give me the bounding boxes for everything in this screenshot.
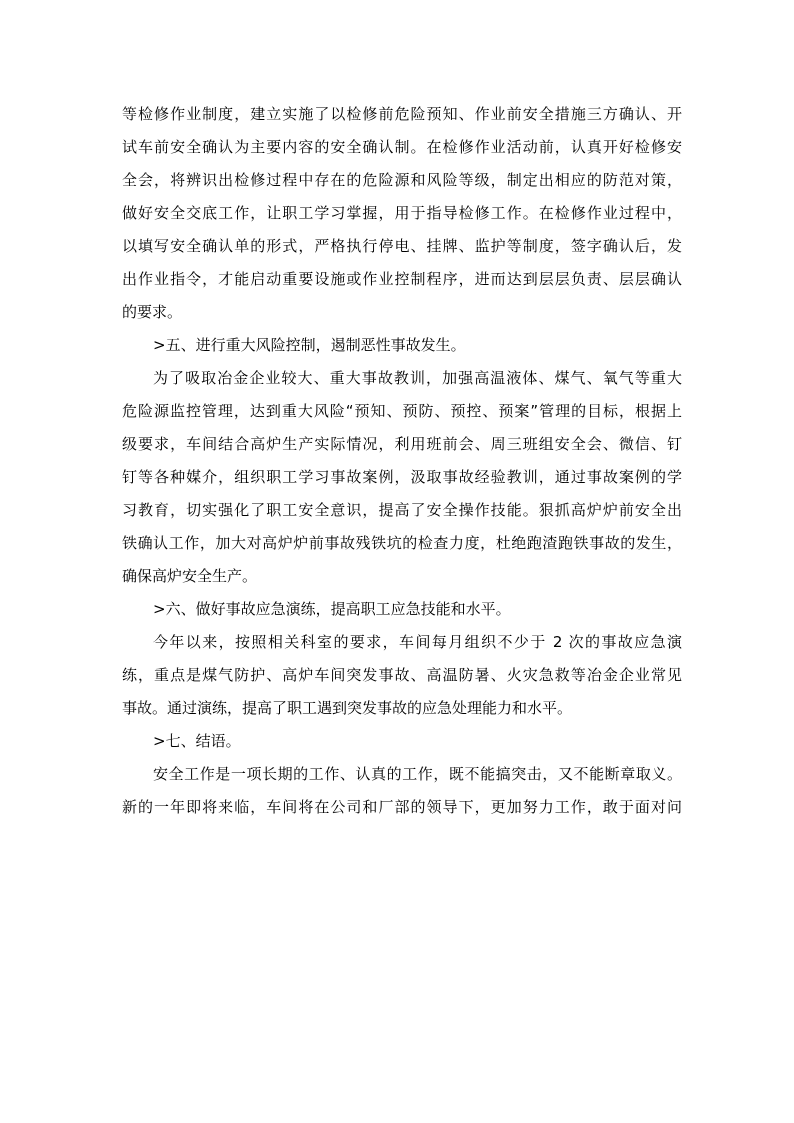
- paragraph-conclusion: [122, 758, 682, 824]
- paragraph-line: 等检修作业制度，建立实施了以检修前危险预知、作业前安全措施三方确认、开: [122, 105, 682, 123]
- paragraph-line: 出作业指令，才能启动重要设施或作业控制程序，进而达到层层负责、层层确认: [122, 270, 682, 288]
- paragraph-line: 以填写安全确认单的形式，严格执行停电、挂牌、监护等制度，签字确认后，发: [122, 237, 682, 255]
- paragraph-line: 为了吸取冶金企业较大、重大事故教训，加强高温液体、煤气、氧气等重大: [153, 369, 682, 387]
- paragraph-line: 的要求。: [122, 303, 183, 321]
- paragraph-line: 全会，将辨识出检修过程中存在的危险源和风险等级，制定出相应的防范对策，: [122, 171, 682, 189]
- paragraph-line: 新的一年即将来临，车间将在公司和厂部的领导下，更加努力工作，敢于面对问: [122, 798, 682, 816]
- paragraph-major-risk-control: [122, 362, 682, 593]
- paragraph-line: 今年以来，按照相关科室的要求，车间每月组织不少于 2 次的事故应急演: [153, 633, 682, 651]
- paragraph-line: 级要求，车间结合高炉生产实际情况，利用班前会、周三班组安全会、微信、钉: [122, 435, 682, 453]
- paragraph-line: 危险源监控管理，达到重大风险“预知、预防、预控、预案”管理的目标，根据上: [122, 402, 682, 420]
- paragraph-emergency-drill: [122, 626, 682, 725]
- paragraph-line: 练，重点是煤气防护、高炉车间突发事故、高温防暑、火灾急救等冶金企业常见: [122, 666, 682, 684]
- paragraph-line: 安全工作是一项长期的工作、认真的工作，既不能搞突击，又不能断章取义。: [153, 765, 682, 783]
- paragraph-line: 试车前安全确认为主要内容的安全确认制。在检修作业活动前，认真开好检修安: [122, 138, 682, 156]
- paragraph-safety-confirmation: [122, 98, 682, 329]
- section-heading-7: [122, 725, 682, 758]
- document-body: [122, 98, 682, 824]
- section-heading-text: >七、结语。: [153, 732, 241, 750]
- paragraph-line: 钉等各种媒介，组织职工学习事故案例，汲取事故经验教训，通过事故案例的学: [122, 468, 682, 486]
- paragraph-line: 事故。通过演练，提高了职工遇到突发事故的应急处理能力和水平。: [122, 699, 573, 717]
- section-heading-text: >五、进行重大风险控制，遏制恶性事故发生。: [153, 336, 466, 354]
- paragraph-line: 铁确认工作，加大对高炉炉前事故残铁坑的检查力度，杜绝跑渣跑铁事故的发生，: [122, 534, 682, 552]
- paragraph-line: 确保高炉安全生产。: [122, 567, 258, 585]
- paragraph-line: 习教育，切实强化了职工安全意识，提高了安全操作技能。狠抓高炉炉前安全出: [122, 501, 682, 519]
- section-heading-text: >六、做好事故应急演练，提高职工应急技能和水平。: [153, 600, 511, 618]
- section-heading-6: [122, 593, 682, 626]
- section-heading-5: [122, 329, 682, 362]
- paragraph-line: 做好安全交底工作，让职工学习掌握，用于指导检修工作。在检修作业过程中，: [122, 204, 682, 222]
